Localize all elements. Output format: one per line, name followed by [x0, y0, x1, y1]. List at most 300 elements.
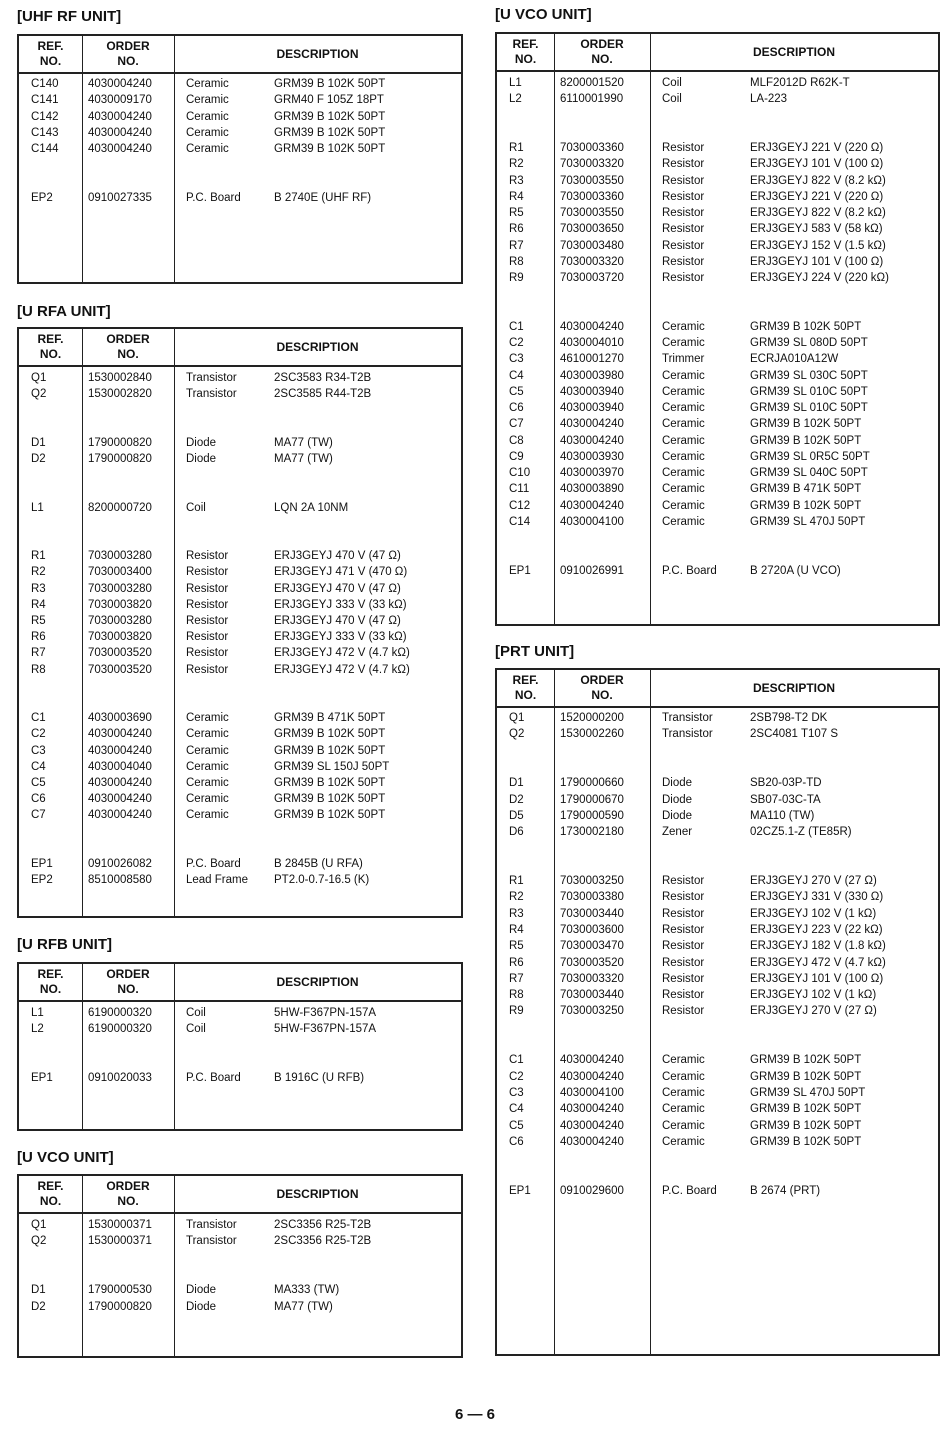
order-cell: 7030003520 [560, 956, 624, 969]
header-divider [497, 70, 938, 72]
order-cell: 4030004240 [88, 793, 152, 806]
description-header: DESCRIPTION [276, 975, 359, 989]
ref-cell: R8 [509, 989, 524, 1002]
type-cell: Resistor [186, 566, 229, 579]
table-row [497, 498, 938, 514]
type-cell: Ceramic [662, 1103, 705, 1116]
order-cell: 7030003440 [560, 989, 624, 1002]
header-divider [497, 706, 938, 708]
table-row [497, 449, 938, 465]
ref-cell: L1 [31, 1007, 44, 1019]
part-number-cell: GRM40 F 105Z 18PT [274, 94, 384, 107]
ref-no-header [19, 332, 82, 362]
type-cell: Resistor [662, 923, 705, 936]
table-row [19, 564, 461, 580]
table-row [497, 238, 938, 254]
order-no-header [82, 332, 174, 362]
ref-cell: D2 [509, 793, 524, 806]
order-cell: 7030003470 [560, 940, 624, 953]
no-header-line: NO. [117, 54, 139, 68]
table-row [497, 270, 938, 286]
table-row [497, 416, 938, 432]
order-cell: 0910027335 [88, 192, 152, 205]
description-header: DESCRIPTION [752, 681, 835, 695]
part-number-cell: ERJ3GEYJ 270 V (27 Ω) [750, 1005, 877, 1018]
order-cell: 1790000820 [88, 453, 152, 465]
ref-no-header [19, 39, 82, 69]
order-cell: 4030004240 [88, 110, 152, 123]
ref-header-line: REF. [512, 673, 539, 687]
part-number-cell: 2SC3356 R25-T2B [274, 1235, 372, 1248]
order-cell: 4030003980 [560, 369, 624, 382]
type-cell: Ceramic [662, 483, 705, 496]
order-header-line: ORDER [106, 967, 150, 981]
type-cell: P.C. Board [186, 192, 241, 205]
type-cell: Resistor [662, 255, 705, 268]
ref-cell: C5 [31, 777, 46, 789]
ref-cell: R6 [509, 956, 524, 969]
table-row [19, 662, 461, 678]
parts-table [17, 1174, 463, 1358]
description-header: DESCRIPTION [276, 1187, 359, 1201]
table-row [497, 1183, 938, 1199]
type-cell: Ceramic [662, 402, 705, 414]
part-number-cell: GRM39 SL 030C 50PT [750, 369, 868, 382]
ref-cell: C5 [509, 1119, 524, 1132]
type-cell: Ceramic [662, 1086, 705, 1099]
part-number-cell: ERJ3GEYJ 331 V (330 Ω) [750, 891, 884, 904]
ref-cell: C2 [509, 337, 524, 349]
order-cell: 4030004240 [560, 1103, 624, 1116]
table-row [19, 190, 461, 206]
part-number-cell: GRM39 B 102K 50PT [750, 1119, 862, 1132]
part-number-cell: GRM39 B 102K 50PT [274, 793, 386, 806]
table-row [497, 514, 938, 530]
ref-cell: D2 [31, 453, 46, 465]
no-header-line: NO. [117, 982, 139, 996]
part-number-cell: ERJ3GEYJ 333 V (33 kΩ) [274, 631, 407, 644]
type-cell: Transistor [662, 712, 713, 724]
parts-table [17, 34, 463, 284]
type-cell: P.C. Board [186, 1072, 241, 1085]
header-divider [19, 1000, 461, 1002]
type-cell: Coil [186, 1007, 206, 1019]
order-cell: 7030003360 [560, 142, 624, 154]
table-row [19, 109, 461, 125]
table-row [497, 254, 938, 270]
type-cell: Zener [662, 826, 693, 839]
table-row [497, 808, 938, 824]
ref-cell: C5 [509, 385, 524, 398]
table-row [497, 1003, 938, 1019]
part-number-cell: GRM39 B 102K 50PT [274, 809, 386, 822]
order-cell: 7030003280 [88, 582, 152, 595]
part-number-cell: 5HW-F367PN-157A [274, 1023, 377, 1036]
table-row [497, 938, 938, 954]
page-number: 6 — 6 [454, 1406, 496, 1423]
type-cell: Resistor [662, 174, 705, 187]
type-cell: Transistor [186, 1219, 237, 1231]
type-cell: Ceramic [662, 467, 705, 479]
order-header-line: ORDER [580, 37, 624, 51]
order-cell: 7030003820 [88, 631, 152, 644]
part-number-cell: GRM39 SL 040C 50PT [750, 467, 868, 479]
part-number-cell: GRM39 B 102K 50PT [274, 777, 386, 789]
table-row [19, 629, 461, 645]
type-cell: Ceramic [186, 78, 229, 90]
table-row [19, 500, 461, 516]
no-header-line: NO. [514, 688, 537, 702]
type-cell: Ceramic [186, 777, 229, 789]
part-number-cell: GRM39 B 102K 50PT [274, 143, 386, 156]
ref-cell: R3 [509, 174, 524, 187]
ref-header-line: REF. [37, 332, 64, 346]
ref-cell: Q2 [31, 388, 47, 401]
table-row [497, 955, 938, 971]
ref-cell: R3 [31, 582, 46, 595]
ref-cell: C11 [509, 483, 530, 496]
table-row [497, 726, 938, 742]
type-cell: Ceramic [662, 1119, 705, 1132]
part-number-cell: ECRJA010A12W [750, 353, 839, 366]
ref-cell: R5 [509, 207, 524, 219]
no-header-line: NO. [117, 347, 139, 361]
table-row [19, 92, 461, 108]
type-cell: Ceramic [186, 126, 229, 139]
order-header-line: ORDER [106, 39, 150, 53]
ref-cell: R4 [509, 190, 524, 203]
ref-cell: C10 [509, 467, 531, 479]
order-cell: 8200001520 [560, 77, 624, 89]
part-number-cell: ERJ3GEYJ 224 V (220 kΩ) [750, 272, 889, 284]
order-cell: 4030004240 [560, 418, 624, 431]
order-cell: 4030004240 [88, 728, 152, 741]
ref-cell: L1 [509, 77, 522, 89]
type-cell: Diode [662, 777, 693, 790]
ref-header-line: REF. [37, 39, 64, 53]
type-cell: Diode [662, 793, 693, 806]
table-row [19, 76, 461, 92]
part-number-cell: 2SC3356 R25-T2B [274, 1219, 372, 1231]
ref-cell: R4 [31, 598, 46, 611]
table-row [19, 791, 461, 807]
type-cell: Coil [662, 93, 682, 106]
order-cell: 4030004240 [88, 78, 152, 90]
ref-cell: C4 [509, 369, 524, 382]
type-cell: Transistor [662, 728, 713, 741]
ref-cell: C4 [31, 760, 46, 773]
ref-cell: C6 [31, 793, 46, 806]
ref-cell: Q2 [509, 728, 525, 741]
order-cell: 4030004240 [560, 320, 624, 333]
ref-cell: C144 [31, 143, 59, 156]
order-cell: 4030004100 [560, 515, 624, 528]
type-cell: Resistor [186, 647, 229, 660]
order-cell: 4030004010 [560, 337, 624, 349]
part-number-cell: GRM39 B 102K 50PT [274, 728, 386, 741]
part-number-cell: 5HW-F367PN-157A [274, 1007, 377, 1019]
type-cell: Diode [186, 436, 217, 449]
type-cell: Resistor [662, 989, 705, 1002]
type-cell: Ceramic [186, 110, 229, 123]
part-number-cell: GRM39 SL 0R5C 50PT [750, 450, 870, 463]
ref-cell: EP1 [509, 1184, 531, 1197]
type-cell: Resistor [662, 875, 705, 887]
order-cell: 1530002820 [88, 388, 152, 401]
order-cell: 0910029600 [560, 1184, 624, 1197]
table-row [497, 971, 938, 987]
ref-cell: C1 [31, 712, 46, 725]
ref-header-line: REF. [512, 37, 539, 51]
order-cell: 7030003280 [88, 550, 152, 563]
table-row [497, 319, 938, 335]
part-number-cell: LQN 2A 10NM [274, 501, 349, 514]
type-cell: Ceramic [662, 1135, 705, 1148]
order-cell: 1520000200 [560, 712, 624, 724]
ref-cell: D1 [31, 436, 46, 449]
part-number-cell: ERJ3GEYJ 470 V (47 Ω) [274, 615, 401, 627]
part-number-cell: MA110 (TW) [750, 809, 815, 822]
type-cell: Resistor [186, 663, 229, 676]
ref-cell: C1 [509, 320, 524, 333]
order-cell: 0910026991 [560, 564, 624, 577]
table-row [497, 400, 938, 416]
no-header-line: NO. [39, 982, 62, 996]
part-number-cell: ERJ3GEYJ 101 V (100 Ω) [750, 255, 884, 268]
type-cell: Diode [662, 809, 693, 822]
order-cell: 7030003600 [560, 923, 624, 936]
ref-cell: D2 [31, 1300, 46, 1313]
part-number-cell: GRM39 B 102K 50PT [750, 434, 862, 447]
ref-cell: EP1 [509, 564, 531, 577]
description-header: DESCRIPTION [752, 45, 835, 59]
ref-cell: C3 [509, 353, 524, 366]
part-number-cell: ERJ3GEYJ 101 V (100 Ω) [750, 158, 884, 171]
parts-table [495, 32, 940, 626]
ref-cell: C2 [509, 1070, 524, 1083]
ref-cell: C12 [509, 499, 531, 512]
table-row [19, 613, 461, 629]
type-cell: Ceramic [662, 450, 705, 463]
ref-no-header [19, 1179, 82, 1209]
type-cell: Coil [662, 77, 682, 89]
type-cell: Resistor [662, 956, 705, 969]
order-no-header [82, 1179, 174, 1209]
ref-cell: R5 [31, 615, 46, 627]
table-row [497, 1069, 938, 1085]
type-cell: Resistor [662, 142, 705, 154]
ref-cell: EP1 [31, 1072, 53, 1085]
ref-cell: R7 [509, 239, 524, 252]
order-cell: 4030004240 [560, 1054, 624, 1067]
table-row [497, 710, 938, 726]
order-cell: 1530000371 [88, 1235, 152, 1248]
order-cell: 1790000670 [560, 793, 624, 806]
type-cell: Resistor [662, 272, 705, 284]
type-cell: Ceramic [186, 94, 229, 107]
ref-cell: D1 [509, 777, 524, 790]
ref-cell: EP2 [31, 192, 53, 205]
order-cell: 6190000320 [88, 1023, 152, 1036]
part-number-cell: GRM39 B 471K 50PT [750, 483, 862, 496]
order-header-line: ORDER [106, 1179, 150, 1193]
no-header-line: NO. [39, 347, 62, 361]
part-number-cell: GRM39 B 102K 50PT [750, 320, 862, 333]
ref-cell: R6 [509, 223, 524, 236]
type-cell: Ceramic [662, 418, 705, 431]
order-cell: 7030003480 [560, 239, 624, 252]
table-row [497, 563, 938, 579]
part-number-cell: GRM39 B 102K 50PT [274, 78, 386, 90]
table-row [497, 1085, 938, 1101]
ref-cell: R7 [31, 647, 46, 660]
order-cell: 7030003720 [560, 272, 624, 284]
order-cell: 7030003320 [560, 158, 624, 171]
table-row [497, 433, 938, 449]
ref-cell: C1 [509, 1054, 524, 1067]
order-cell: 4030004240 [560, 1119, 624, 1132]
order-cell: 7030003550 [560, 174, 624, 187]
table-row [497, 91, 938, 107]
order-cell: 4030004100 [560, 1086, 624, 1099]
order-cell: 7030003520 [88, 663, 152, 676]
table-row [497, 140, 938, 156]
ref-cell: R9 [509, 1005, 524, 1018]
type-cell: Resistor [662, 907, 705, 920]
column-divider [174, 1176, 175, 1356]
ref-cell: R2 [509, 891, 524, 904]
part-number-cell: ERJ3GEYJ 152 V (1.5 kΩ) [750, 239, 886, 252]
order-cell: 7030003820 [88, 598, 152, 611]
type-cell: Ceramic [662, 320, 705, 333]
order-no-header [82, 39, 174, 69]
table-row [497, 987, 938, 1003]
type-cell: Resistor [662, 223, 705, 236]
table-row [497, 335, 938, 351]
type-cell: Ceramic [662, 499, 705, 512]
table-row [497, 1052, 938, 1068]
ref-cell: C143 [31, 126, 59, 139]
part-number-cell: ERJ3GEYJ 472 V (4.7 kΩ) [274, 647, 410, 660]
order-cell: 4030004240 [560, 1070, 624, 1083]
part-number-cell: 2SC3585 R44-T2B [274, 388, 372, 401]
table-row [19, 125, 461, 141]
table-row [19, 1299, 461, 1315]
part-number-cell: ERJ3GEYJ 822 V (8.2 kΩ) [750, 207, 886, 219]
ref-cell: C7 [31, 809, 46, 822]
ref-no-header [19, 967, 82, 997]
table-row [19, 597, 461, 613]
header-divider [19, 365, 461, 367]
order-cell: 1790000820 [88, 1300, 152, 1313]
part-number-cell: ERJ3GEYJ 102 V (1 kΩ) [750, 907, 877, 920]
order-cell: 0910020033 [88, 1072, 152, 1085]
type-cell: Ceramic [662, 515, 705, 528]
part-number-cell: GRM39 B 102K 50PT [750, 418, 862, 431]
order-cell: 4030003890 [560, 483, 624, 496]
table-row [19, 775, 461, 791]
section-title: [U RFB UNIT] [17, 936, 112, 953]
order-cell: 4030004240 [88, 143, 152, 156]
ref-cell: L2 [509, 93, 522, 106]
part-number-cell: GRM39 B 471K 50PT [274, 712, 386, 725]
part-number-cell: LA-223 [750, 93, 788, 106]
table-row [19, 710, 461, 726]
type-cell: Resistor [662, 972, 705, 985]
section-title: [U VCO UNIT] [17, 1149, 114, 1166]
section-title: [U RFA UNIT] [17, 303, 111, 320]
ref-cell: Q1 [31, 372, 47, 384]
parts-table [17, 327, 463, 918]
type-cell: Ceramic [186, 712, 229, 725]
table-row [19, 872, 461, 888]
type-cell: Lead Frame [186, 874, 249, 887]
type-cell: P.C. Board [186, 858, 241, 870]
order-cell: 1530000371 [88, 1219, 152, 1231]
ref-cell: R1 [31, 550, 46, 563]
order-cell: 1530002840 [88, 372, 152, 384]
part-number-cell: GRM39 SL 010C 50PT [750, 402, 868, 414]
order-cell: 8510008580 [88, 874, 152, 887]
ref-cell: L1 [31, 501, 44, 514]
part-number-cell: 2SC3583 R34-T2B [274, 372, 372, 384]
type-cell: Diode [186, 453, 217, 465]
type-cell: Resistor [662, 239, 705, 252]
table-row [497, 906, 938, 922]
ref-cell: R8 [509, 255, 524, 268]
type-cell: Diode [186, 1284, 217, 1297]
table-row [19, 370, 461, 386]
ref-cell: R3 [509, 907, 524, 920]
table-row [19, 743, 461, 759]
table-row [19, 1070, 461, 1086]
part-number-cell: B 2720A (U VCO) [750, 564, 841, 577]
table-row [497, 189, 938, 205]
part-number-cell: B 2674 (PRT) [750, 1184, 821, 1197]
order-cell: 4030003940 [560, 402, 624, 414]
ref-cell: C14 [509, 515, 531, 528]
ref-cell: R2 [509, 158, 524, 171]
order-cell: 1790000820 [88, 436, 152, 449]
type-cell: Trimmer [662, 353, 705, 366]
part-number-cell: GRM39 B 102K 50PT [750, 1054, 862, 1067]
table-row [497, 792, 938, 808]
type-cell: Transistor [186, 388, 237, 401]
table-row [497, 384, 938, 400]
type-cell: Resistor [662, 1005, 705, 1018]
type-cell: Resistor [186, 550, 229, 563]
table-row [19, 807, 461, 823]
table-row [497, 481, 938, 497]
part-number-cell: GRM39 SL 470J 50PT [750, 515, 866, 528]
order-cell: 1530002260 [560, 728, 624, 741]
part-number-cell: MA77 (TW) [274, 453, 333, 465]
table-row [19, 451, 461, 467]
table-row [497, 775, 938, 791]
order-cell: 4030004040 [88, 760, 152, 773]
table-row [19, 1005, 461, 1021]
table-row [19, 856, 461, 872]
table-row [497, 156, 938, 172]
table-row [497, 173, 938, 189]
description-header: DESCRIPTION [276, 47, 359, 61]
part-number-cell: ERJ3GEYJ 822 V (8.2 kΩ) [750, 174, 886, 187]
type-cell: Ceramic [662, 337, 705, 349]
order-cell: 7030003550 [560, 207, 624, 219]
type-cell: Ceramic [662, 434, 705, 447]
part-number-cell: B 2740E (UHF RF) [274, 192, 372, 205]
section-title: [UHF RF UNIT] [17, 8, 122, 25]
